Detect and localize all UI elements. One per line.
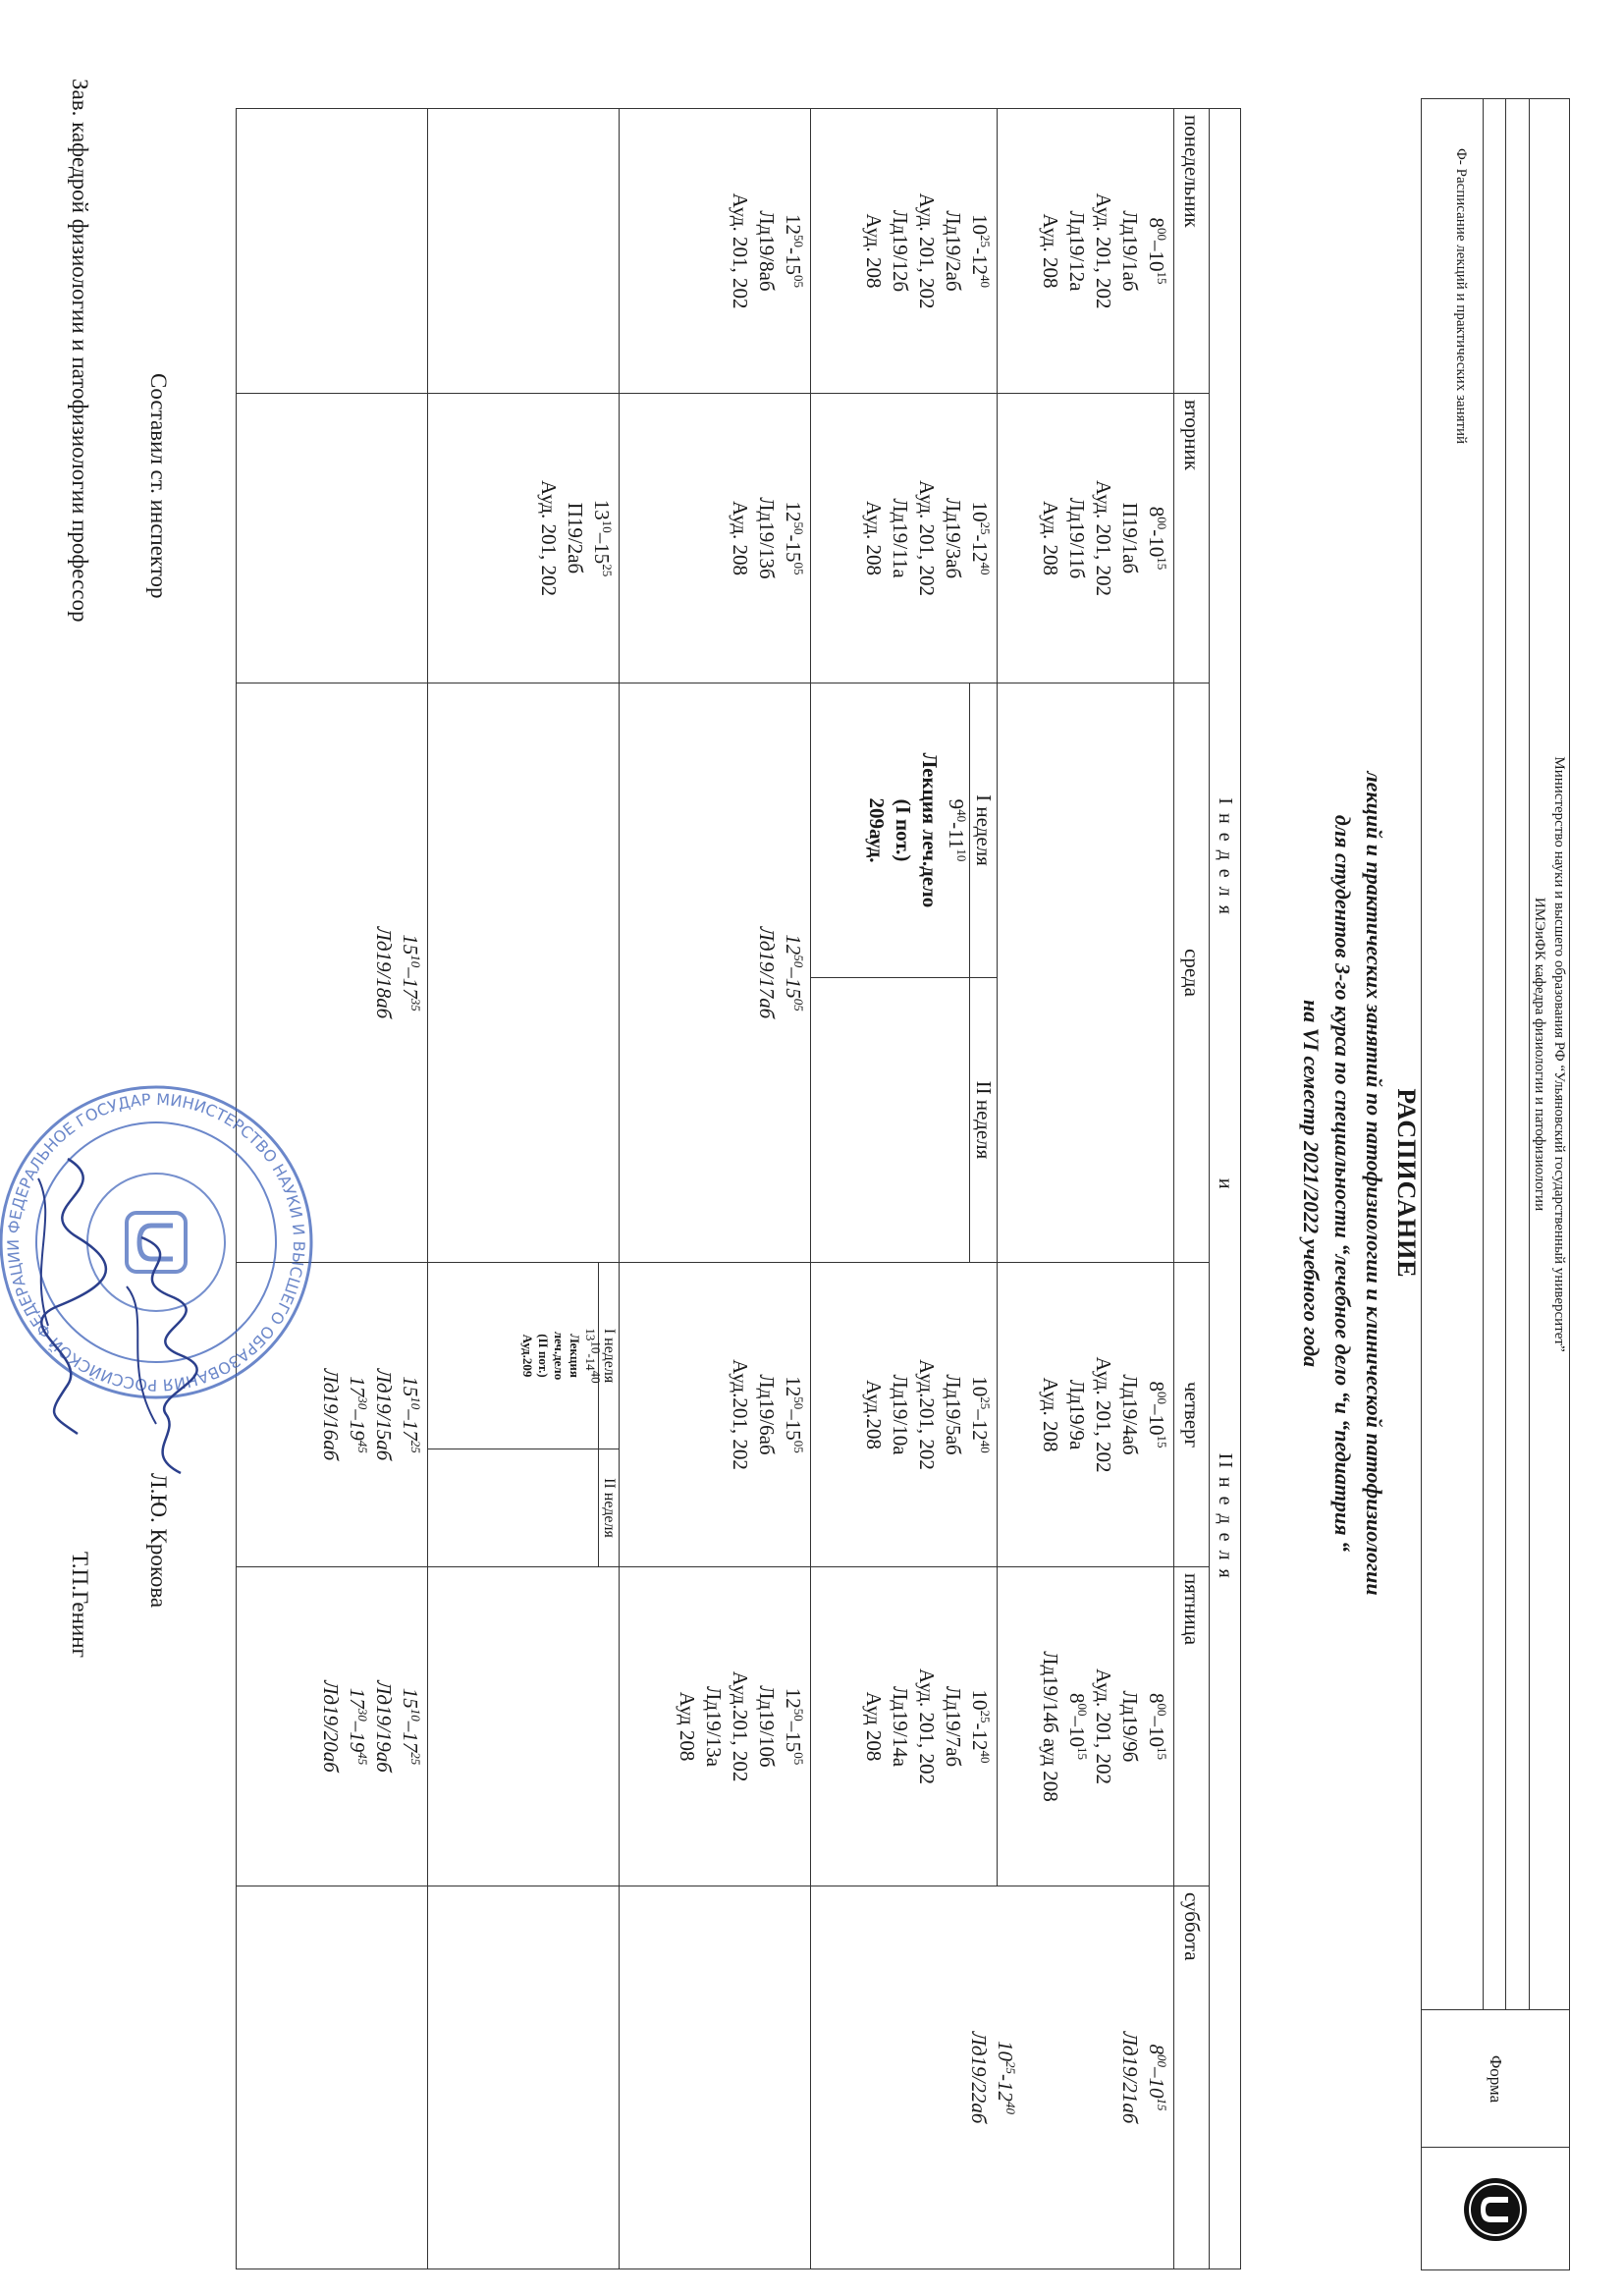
slot-row-1: [998, 109, 1174, 2269]
room: Ауд. 208: [1039, 1377, 1062, 1452]
day-monday: понедельник: [1174, 109, 1210, 394]
time: $10^{25}-12^{40}$: [968, 501, 993, 575]
room: Ауд. 201, 202: [915, 480, 939, 596]
group: Лд19/13б: [755, 497, 779, 579]
group: Лд19/9а: [1065, 1379, 1089, 1450]
lecture-stream: (I пот.): [892, 798, 915, 862]
group: Лд19/10б: [755, 1685, 779, 1768]
header-line-2: ИМЭиФК кафедра физиологии и патофизиологии: [1532, 897, 1547, 1212]
room: Ауд. 208: [862, 501, 886, 575]
cell-tue-2: [811, 394, 998, 683]
group: Лд19/12а: [1065, 210, 1089, 292]
time: $17^{30}-19^{45}$: [346, 1687, 370, 1766]
group: Лд19/16аб: [319, 1368, 343, 1461]
week-2-label: II н е д е л я: [1215, 1452, 1236, 1580]
group: Лд19/8аб: [755, 210, 779, 292]
time: $12^{50}-15^{05}$: [782, 214, 806, 288]
compiler-label: Составил ст. инспектор: [146, 373, 171, 599]
group: Лд19/22аб: [967, 2031, 991, 2124]
cell-fri-3: [620, 1567, 811, 1886]
group: Лд19/1аб: [1118, 210, 1142, 292]
group: Лд19/5аб: [942, 1374, 965, 1455]
group: Лд19/18аб: [372, 926, 396, 1019]
room: Ауд.201, 202: [915, 1359, 939, 1470]
lecture-title: Лекция леч.дело: [918, 752, 942, 908]
group: Лд19/12б: [889, 209, 912, 293]
cell-mon-1: [998, 109, 1174, 394]
schedule-title: РАСПИСАНИЕ: [1392, 1088, 1421, 1279]
form-label: Форма: [1422, 2009, 1569, 2148]
lecture-room: 209ауд.: [865, 797, 889, 863]
time: $12^{50}-15^{05}$: [782, 1376, 806, 1453]
slot-row-4: [428, 109, 620, 2269]
room: Ауд.201, 202: [729, 1359, 752, 1470]
day-saturday: суббота: [1174, 1886, 1210, 2269]
time: 1310-1440: [583, 1328, 604, 1384]
cell-thu-4-week2: [428, 1449, 620, 1567]
cell-wed-2-week1: [811, 683, 998, 978]
room: Ауд. 201, 202: [729, 192, 752, 309]
compiler-name: Л.Ю. Крокова: [146, 1473, 171, 1609]
cell-wed-4: [428, 683, 620, 1263]
day-header-row: [1174, 109, 1210, 2269]
time: $9^{40}-11^{10}$: [945, 798, 969, 862]
group: Лд19/7аб: [942, 1685, 965, 1768]
cell-mon-2: [811, 109, 998, 394]
room: Ауд. 201, 202: [915, 1668, 939, 1784]
week-and-label: и: [1215, 1177, 1236, 1191]
room: Ауд. 201, 202: [1092, 192, 1115, 309]
schedule-subtitle-2: для студентов 3-го курса по специальности “лечебное дело “и “педиатрия “: [1330, 814, 1355, 1553]
room: Ауд. 208: [862, 213, 886, 289]
lecture-stream: (II пот.): [536, 1334, 551, 1378]
group: Лд19/10а: [889, 1374, 912, 1455]
time: $10^{25}-12^{40}$: [968, 1689, 993, 1764]
time: $8^{00}-10^{15}$: [1145, 1693, 1169, 1760]
time: $15^{10}-17^{25}$: [399, 1376, 423, 1453]
document-header: [1421, 98, 1570, 2270]
lecture-title: Лекция: [568, 1334, 582, 1378]
cell-mon-4: [428, 109, 620, 394]
group: Лд19/9б: [1118, 1690, 1142, 1763]
cell-mon-5: [237, 109, 428, 394]
room: Ауд. 201, 202: [537, 480, 561, 596]
time: $12^{50}-15^{05}$: [782, 501, 806, 575]
cell-tue-3: [620, 394, 811, 683]
head-label: Зав. кафедрой физиологии и патофизиологии профессор: [68, 79, 92, 623]
room: Ауд. 201, 202: [1092, 1356, 1115, 1473]
time: $10^{25}-12^{40}$: [968, 1376, 993, 1453]
group: Лд19/19аб: [372, 1680, 396, 1773]
group: Лд19/4аб: [1118, 1374, 1142, 1455]
cell-thu-1: [998, 1263, 1174, 1567]
time: $12^{50}-15^{05}$: [782, 1687, 806, 1766]
group: Лд19/6аб: [755, 1374, 779, 1455]
group: Лд19/14а: [889, 1685, 912, 1768]
group: Лд19/14б ауд 208: [1039, 1651, 1062, 1802]
room: Ауд. 201, 202: [915, 192, 939, 309]
cell-sat-4: [428, 1886, 620, 2269]
cell-tue-5: [237, 394, 428, 683]
time: $10^{25}-12^{40}$: [994, 2041, 1018, 2115]
sub-week-1-label: I неделя: [969, 683, 997, 977]
schedule-title-block: [1295, 98, 1423, 2269]
lecture-subject: леч.дело: [552, 1331, 567, 1381]
room: Ауд 208: [862, 1691, 886, 1762]
university-emblem-icon: [1422, 2147, 1569, 2270]
cell-fri-4: [428, 1567, 620, 1886]
schedule-subtitle-3: на VI семестр 2021/2022 учебного года: [1299, 999, 1324, 1368]
group: Лд19/13а: [702, 1685, 726, 1768]
time: $8^{00}-10^{15}$: [1145, 2044, 1169, 2111]
sub-week-2-label: II неделя: [598, 1449, 619, 1566]
group: Лд19/11а: [889, 498, 912, 578]
cell-thu-2: [811, 1263, 998, 1567]
group: П19/1аб: [1118, 502, 1142, 574]
slot-row-3: [620, 109, 811, 2269]
group: П19/2аб: [564, 502, 587, 574]
svg-text:МИНИСТЕРСТВО НАУКИ И ВЫСШЕГО О: МИНИСТЕРСТВО НАУКИ И ВЫСШЕГО ОБРАЗОВАНИЯ РОССИЙСКОЙ ФЕДЕРАЦИИ ФЕДЕРАЛЬНОЕ ГОСУДАР: [3, 1089, 309, 1395]
group: Лд19/15аб: [372, 1368, 396, 1461]
cell-fri-5: [237, 1567, 428, 1886]
cell-sat-1: [811, 1886, 1174, 2269]
cell-wed-3: [620, 683, 811, 1263]
time: $10^{25}-12^{40}$: [968, 214, 993, 288]
cell-thu-3: [620, 1263, 811, 1567]
cell-tue-1: [998, 394, 1174, 683]
signature-head: [19, 1149, 127, 1444]
week-1-label: I н е д е л я: [1215, 797, 1236, 916]
day-wednesday: среда: [1174, 683, 1210, 1263]
day-thursday: четверг: [1174, 1263, 1210, 1567]
lecture-room: Ауд.209: [520, 1334, 535, 1378]
room: Ауд. 201, 202: [1092, 1668, 1115, 1784]
cell-wed-1: [998, 683, 1174, 1263]
day-tuesday: вторник: [1174, 394, 1210, 683]
cell-fri-2: [811, 1567, 998, 1886]
header-line-1: Министерство науки и высшего образования РФ “Ульяновский государственный университет”: [1551, 756, 1567, 1352]
group: Лд19/3аб: [942, 497, 965, 579]
time: $15^{10}-17^{35}$: [399, 934, 423, 1011]
time: $8^{00}-10^{15}$: [1145, 217, 1169, 285]
header-divider: [1483, 99, 1506, 2009]
header-ministry: [1529, 99, 1569, 2009]
room: Ауд. 208: [729, 501, 752, 575]
group: Лд19/17аб: [755, 926, 779, 1019]
room: Ауд.208: [862, 1380, 886, 1449]
group: Лд19/2аб: [942, 210, 965, 292]
cell-sat-3: [620, 1886, 811, 2269]
room: Ауд. 208: [1039, 213, 1062, 289]
time: $17^{30}-19^{45}$: [346, 1376, 370, 1453]
cell-sat-5: [237, 1886, 428, 2269]
time: $15^{10}-17^{25}$: [399, 1687, 423, 1766]
sub-week-1-label: I неделя: [598, 1263, 619, 1449]
head-name: Т.П.Генинг: [68, 1552, 92, 1658]
signature-compiler: [112, 1228, 210, 1483]
time: $8^{00}-10^{15}$: [1065, 1693, 1090, 1760]
header-line-3: Ф- Расписание лекций и практических занятий: [1453, 148, 1469, 445]
time: $13^{10}-15^{25}$: [590, 499, 615, 577]
room: Ауд. 208: [1039, 501, 1062, 575]
day-friday: пятница: [1174, 1567, 1210, 1886]
room: Ауд.201, 202: [729, 1670, 752, 1782]
time: $12^{50}-15^{05}$: [782, 934, 806, 1011]
cell-wed-2-week2: [811, 978, 998, 1263]
time: $8^{00}-10^{15}$: [1145, 1381, 1169, 1449]
cell-tue-4: [428, 394, 620, 683]
group: Лд19/11б: [1065, 497, 1089, 579]
room: Ауд 208: [676, 1691, 699, 1762]
time: $8^{00}-10^{15}$: [1145, 506, 1169, 571]
sub-week-2-label: II неделя: [969, 978, 997, 1262]
cell-thu-4-week1: [428, 1263, 620, 1449]
schedule-table: [236, 108, 1241, 2269]
room: Ауд. 201, 202: [1092, 480, 1115, 596]
group: Лд19/20аб: [319, 1680, 343, 1773]
cell-fri-1: [998, 1567, 1174, 1886]
schedule-subtitle-1: лекций и практических занятий по патофизиологии и клинической патофизиологии: [1362, 771, 1386, 1596]
header-text-area: [1422, 99, 1569, 2009]
week-header-row: [1210, 109, 1241, 2269]
group: Лд19/21аб: [1118, 2031, 1142, 2124]
cell-mon-3: [620, 109, 811, 394]
